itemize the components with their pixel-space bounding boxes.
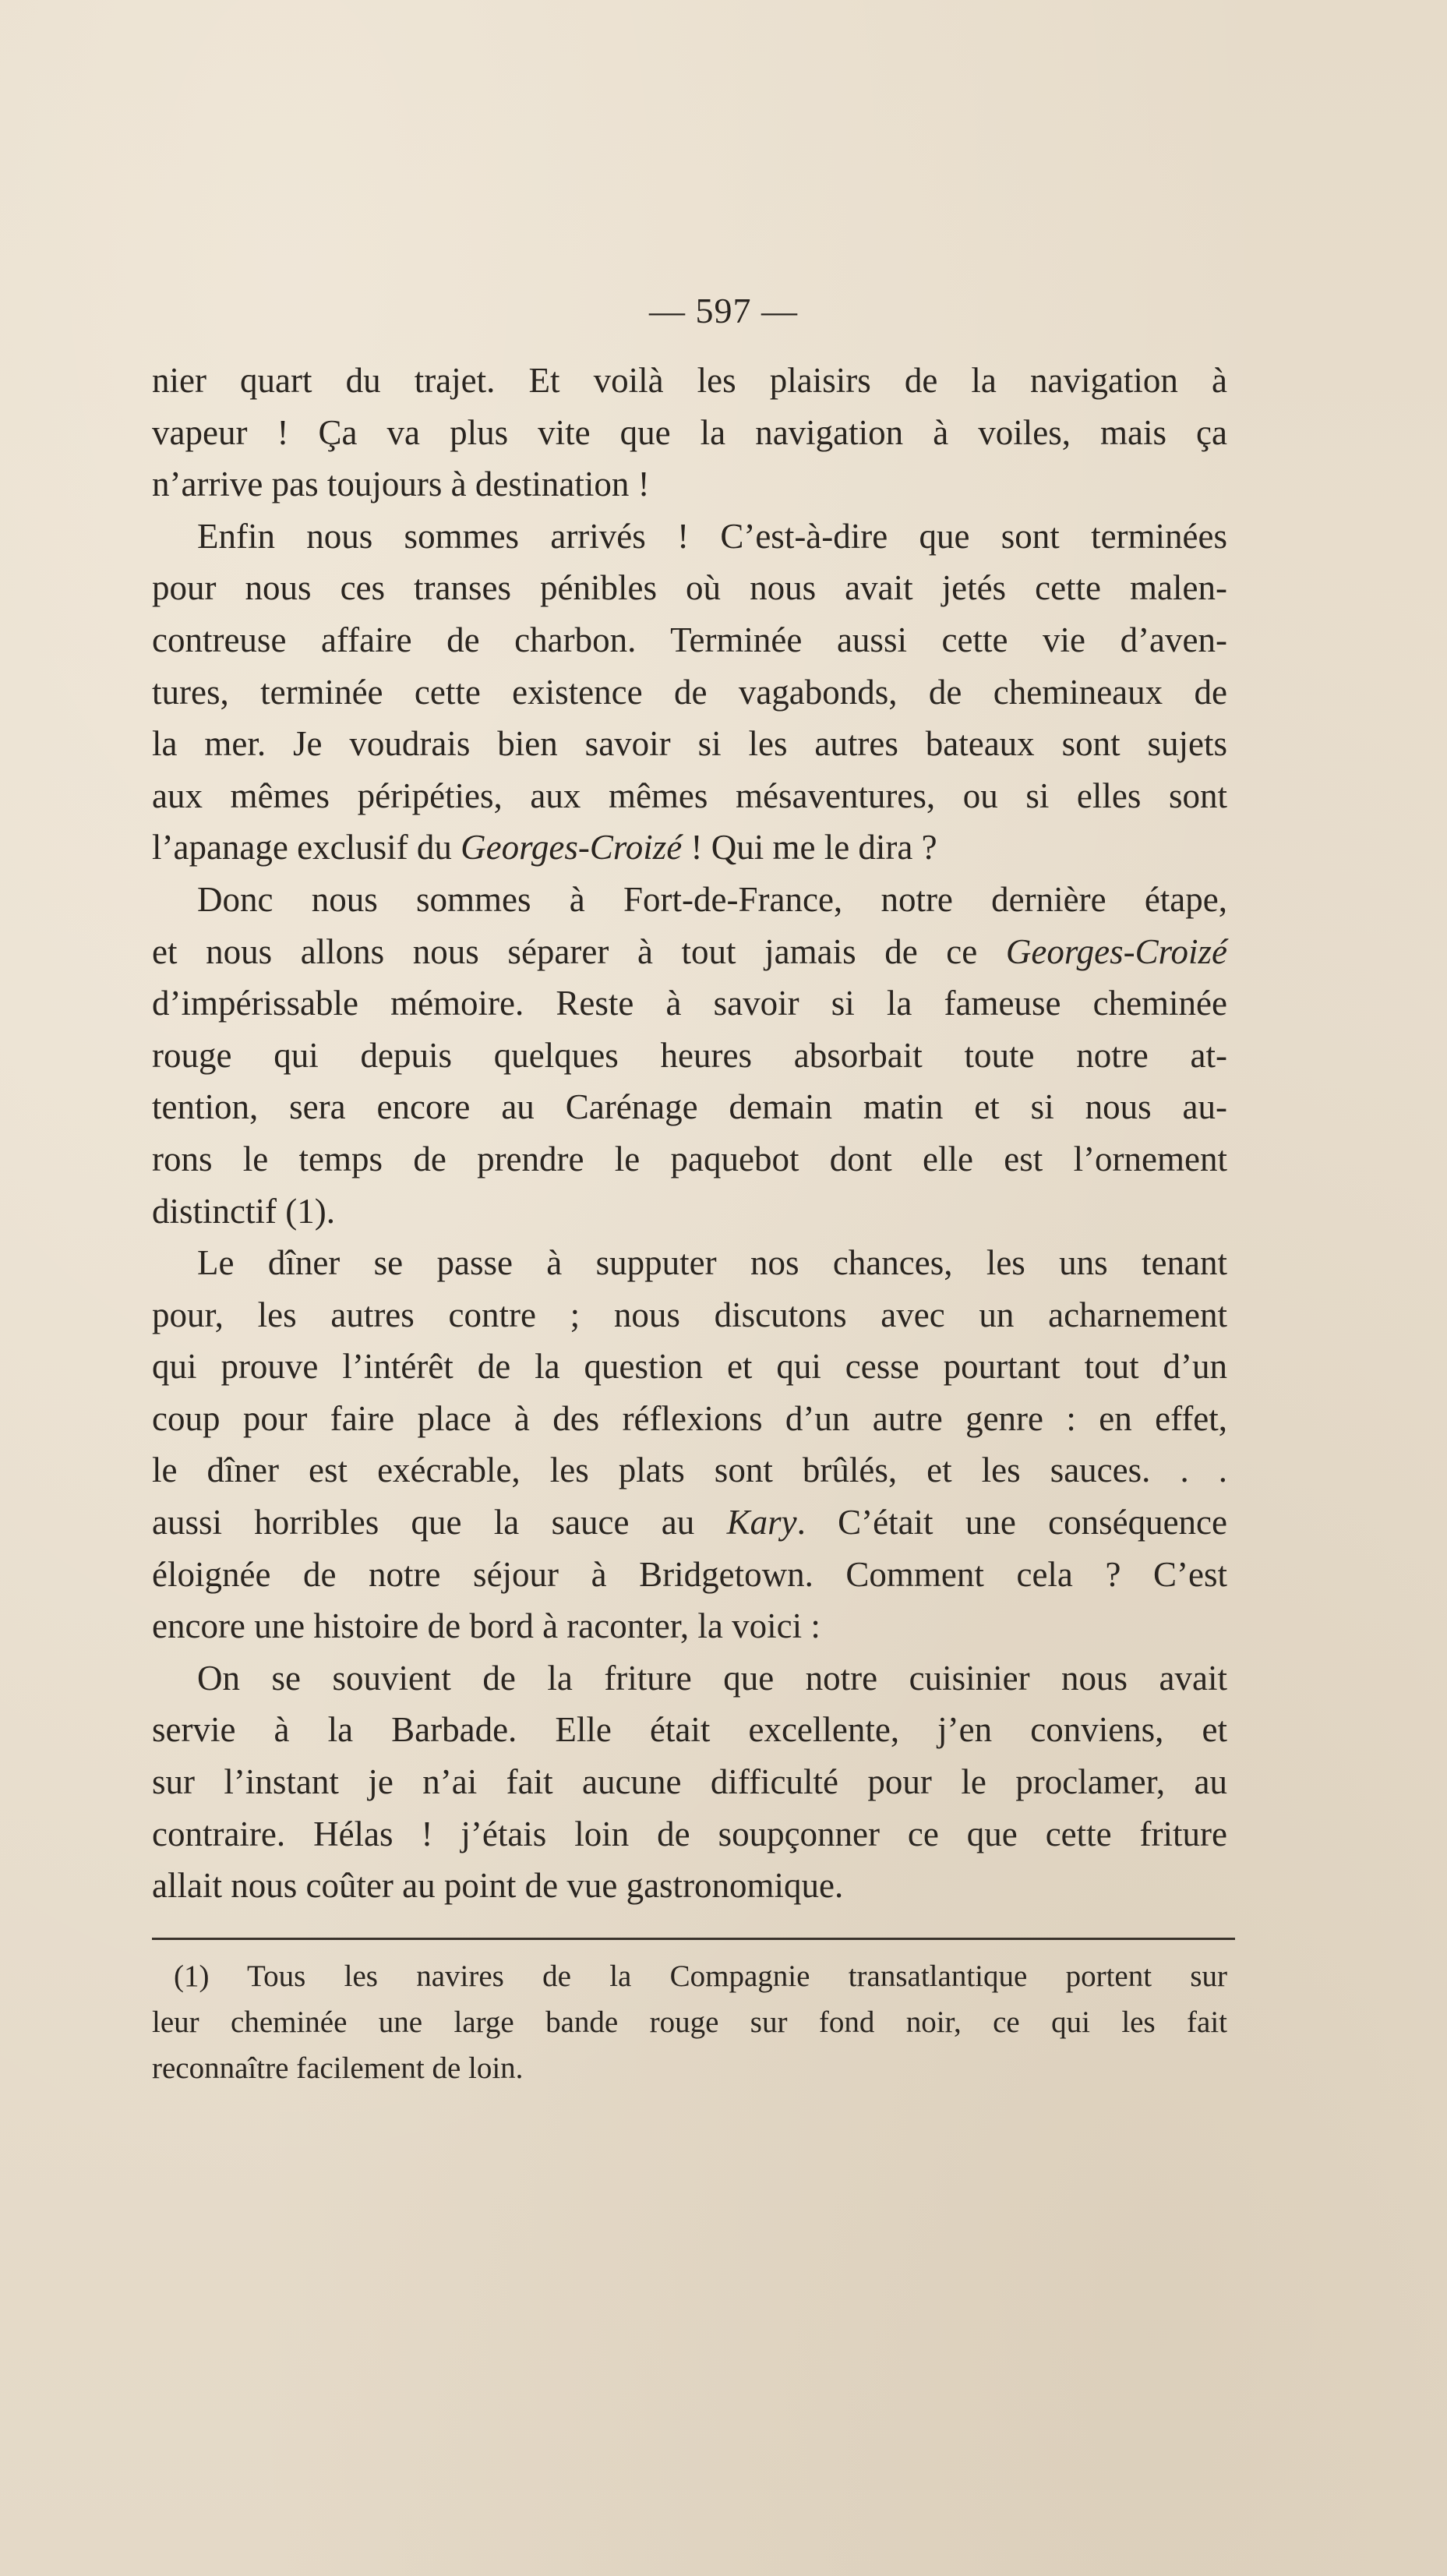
paragraph (152, 511, 1227, 874)
italic-term: Georges-Croizé (461, 828, 683, 868)
footnote-divider (152, 1938, 1235, 1940)
text-line: servie à la Barbade. Elle était excellente, j’en conviens, et (152, 1710, 1227, 1750)
footnote-line: reconnaître facilement de loin. (152, 2051, 524, 2085)
text-line: aux mêmes péripéties, aux mêmes mésaventures, ou si elles sont (152, 776, 1227, 815)
text-line: pour nous ces transes pénibles où nous avait jetés cette malen- (152, 568, 1227, 608)
text-line: d’impérissable mémoire. Reste à savoir si la fameuse cheminée (152, 984, 1227, 1023)
text-line: et nous allons nous séparer à tout jamais de ce Georges-Croizé (152, 931, 1227, 971)
text-line: On se souvient de la friture que notre cuisinier nous avait (197, 1658, 1227, 1698)
text-line: nier quart du trajet. Et voilà les plaisirs de la navigation à (152, 361, 1227, 400)
text-line: la mer. Je voudrais bien savoir si les autres bateaux sont sujets (152, 724, 1227, 764)
paragraph (152, 1237, 1227, 1652)
paragraph (152, 874, 1227, 1237)
text-line: encore une histoire de bord à raconter, la voici : (152, 1606, 821, 1646)
italic-term: Georges-Croizé (1005, 931, 1227, 971)
text-line: sur l’instant je n’ai fait aucune difficulté pour le proclamer, au (152, 1762, 1227, 1802)
text-line: éloignée de notre séjour à Bridgetown. Comment cela ? C’est (152, 1554, 1227, 1594)
paragraph (152, 355, 1227, 511)
text-line: tention, sera encore au Carénage demain matin et si nous au- (152, 1087, 1227, 1127)
text-line: n’arrive pas toujours à destination ! (152, 465, 650, 504)
paragraph (152, 1652, 1227, 1912)
footnote (152, 1953, 1227, 2091)
text-line: rouge qui depuis quelques heures absorbait toute notre at- (152, 1035, 1227, 1075)
text-line: contreuse affaire de charbon. Terminée aussi cette vie d’aven- (152, 620, 1227, 659)
footnote-line: leur cheminée une large bande rouge sur fond noir, ce qui les fait (152, 2005, 1227, 2039)
text-line: le dîner est exécrable, les plats sont brûlés, et les sauces. . . (152, 1451, 1227, 1490)
text-line: distinctif (1). (152, 1191, 335, 1231)
text-line: l’apanage exclusif du Georges-Croizé ! Qui me le dira ? (152, 828, 937, 868)
text-line: Donc nous sommes à Fort-de-France, notre dernière étape, (197, 879, 1227, 919)
text-line: Le dîner se passe à supputer nos chances, les uns tenant (197, 1243, 1227, 1283)
main-text (152, 355, 1227, 1912)
text-line: aussi horribles que la sauce au Kary. C’était une conséquence (152, 1503, 1227, 1542)
text-line: contraire. Hélas ! j’étais loin de soupçonner ce que cette friture (152, 1814, 1227, 1853)
text-line: tures, terminée cette existence de vagabonds, de chemineaux de (152, 672, 1227, 712)
text-line: qui prouve l’intérêt de la question et qui cesse pourtant tout d’un (152, 1347, 1227, 1387)
text-line: Enfin nous sommes arrivés ! C’est-à-dire que sont terminées (197, 516, 1227, 556)
footnote-line: (1) Tous les navires de la Compagnie transatlantique portent sur (174, 1959, 1227, 1993)
page-number: — 597 — (649, 291, 798, 330)
text-line: coup pour faire place à des réflexions d’un autre genre : en effet, (152, 1398, 1227, 1438)
text-line: pour, les autres contre ; nous discutons avec un acharnement (152, 1295, 1227, 1334)
text-line: vapeur ! Ça va plus vite que la navigation à voiles, mais ça (152, 412, 1227, 452)
italic-term: Kary (726, 1503, 797, 1542)
text-line: allait nous coûter au point de vue gastronomique. (152, 1866, 844, 1906)
text-line: rons le temps de prendre le paquebot dont elle est l’ornement (152, 1139, 1227, 1178)
